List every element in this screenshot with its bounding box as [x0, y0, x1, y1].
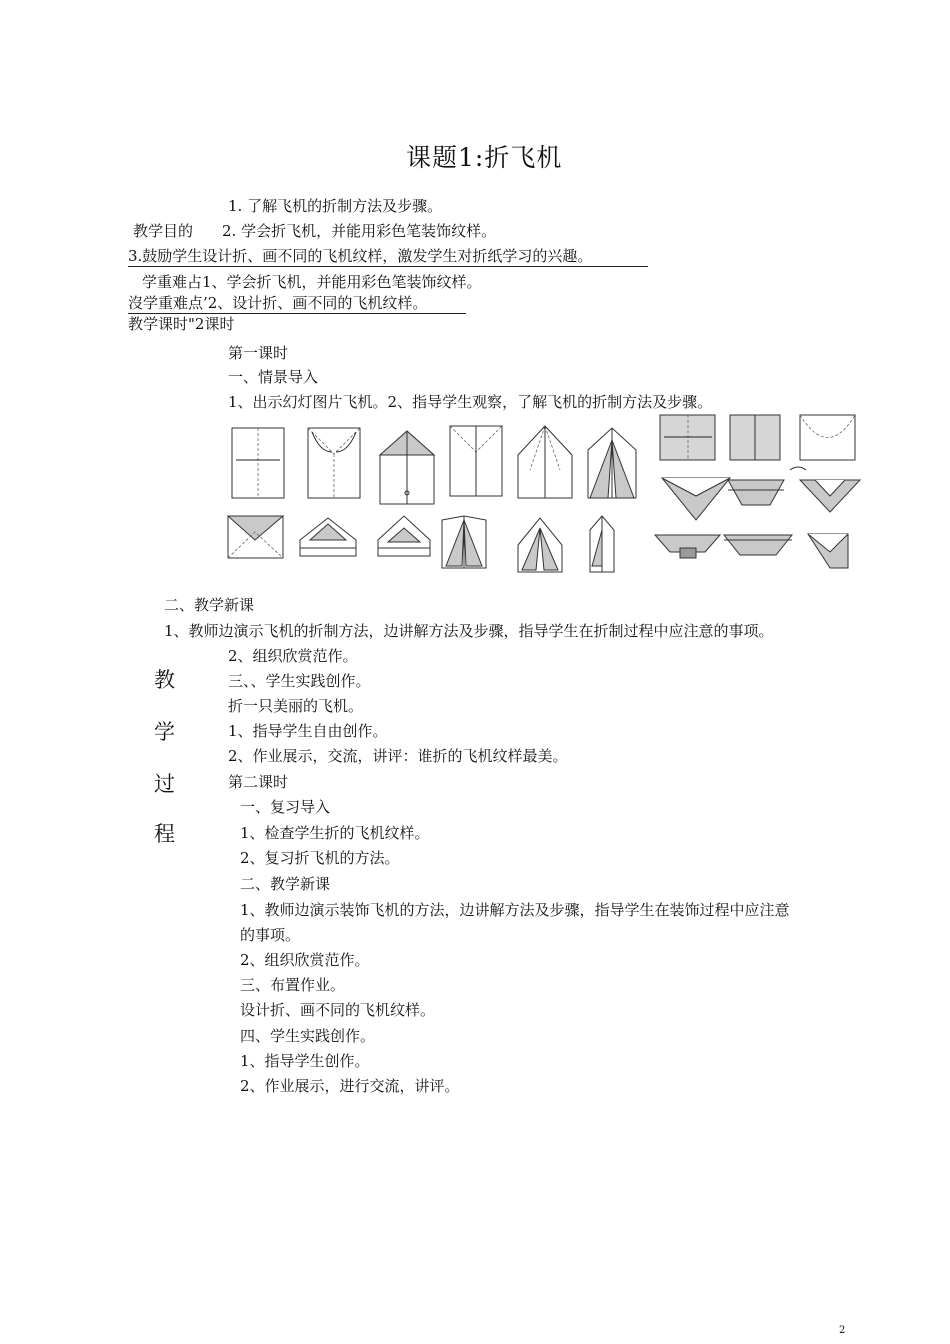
lesson2-review-1: 1、检查学生折的飞机纹样。 [240, 824, 430, 842]
fold-step-3 [380, 431, 434, 504]
fold-step-16 [442, 516, 486, 568]
key-point-2: 沒学重难点’2、设计折、画不同的飞机纹样。 [128, 294, 466, 314]
lesson2-new-heading: 二、教学新课 [240, 875, 331, 893]
fold-step-5 [518, 426, 572, 498]
objective-2: 2. 学会折飞机，并能用彩色笔装饰纹样。 [222, 222, 497, 240]
fold-step-2 [308, 428, 360, 498]
lesson2-review-heading: 一、复习导入 [240, 798, 331, 816]
lesson1-heading: 第一课时 [228, 344, 289, 362]
fold-step-12 [790, 467, 860, 512]
lesson1-practice-task: 折一只美丽的飞机。 [228, 697, 364, 715]
process-label-char-2: 学 [154, 720, 175, 744]
lesson1-intro-text: 1、出示幻灯图片飞机。2、指导学生观察，了解飞机的折制方法及步骤。 [228, 393, 713, 411]
lesson2-new-1b: 的事项。 [240, 926, 301, 944]
lesson2-practice-heading: 四、学生实践创作。 [240, 1027, 376, 1045]
lesson1-practice-heading: 三、、学生实践创作。 [228, 672, 371, 690]
fold-step-8 [730, 415, 780, 460]
lesson2-practice-2: 2、作业展示，进行交流，讲评。 [240, 1077, 460, 1095]
fold-step-1 [232, 428, 284, 498]
fold-step-20 [724, 535, 792, 555]
fold-step-17 [518, 518, 562, 572]
page-title: 课题1:折飞机 [406, 143, 563, 172]
lesson2-new-1a: 1、教师边演示装饰飞机的方法，边讲解方法及步骤，指导学生在装饰过程中应注意 [240, 901, 790, 919]
objective-1: 1. 了解飞机的折制方法及步骤。 [228, 197, 443, 215]
fold-step-19 [655, 535, 720, 558]
lesson2-review-2: 2、复习折飞机的方法。 [240, 849, 400, 867]
fold-step-13 [228, 516, 283, 558]
fold-step-18 [590, 516, 614, 572]
fold-step-11 [728, 480, 784, 505]
lesson2-new-2: 2、组织欣赏范作。 [240, 951, 370, 969]
lesson1-new-heading: 二、教学新课 [164, 596, 255, 614]
process-label-char-4: 程 [154, 822, 175, 846]
fold-step-7 [660, 415, 715, 460]
lesson2-practice-1: 1、指导学生创作。 [240, 1052, 370, 1070]
lesson2-hw-text: 设计折、画不同的飞机纹样。 [240, 1001, 436, 1019]
fold-step-14 [300, 518, 356, 556]
fold-step-6 [588, 428, 636, 498]
objective-3: 3.鼓励学生设计折、画不同的飞机纹样，激发学生对折纸学习的兴趣。 [128, 247, 648, 267]
fold-step-4 [450, 426, 502, 496]
page-number: 2 [839, 1325, 846, 1336]
lesson1-new-2: 2、组织欣赏范作。 [228, 647, 358, 665]
lesson1-intro-heading: 一、情景导入 [228, 368, 319, 386]
fold-step-9 [800, 415, 855, 460]
lesson2-hw-heading: 三、布置作业。 [240, 976, 346, 994]
fold-step-15 [378, 516, 430, 556]
lesson1-practice-1: 1、指导学生自由创作。 [228, 722, 388, 740]
teaching-hours: 教学课时"2课时 [128, 315, 235, 333]
fold-step-10 [662, 478, 730, 520]
objectives-label: 教学目的 [133, 222, 194, 240]
fold-step-21 [808, 534, 848, 568]
lesson1-new-1: 1、教师边演示飞机的折制方法，边讲解方法及步骤，指导学生在折制过程中应注意的事项。 [164, 622, 774, 640]
lesson2-heading: 第二课时 [228, 773, 289, 791]
process-label-char-3: 过 [154, 772, 175, 796]
lesson1-practice-2: 2、作业展示，交流，讲评：谁折的飞机纹样最美。 [228, 747, 568, 765]
key-point-1: 学重难占1、学会折飞机，并能用彩色笔装饰纹样。 [142, 273, 482, 291]
process-label-char-1: 教 [154, 668, 175, 692]
